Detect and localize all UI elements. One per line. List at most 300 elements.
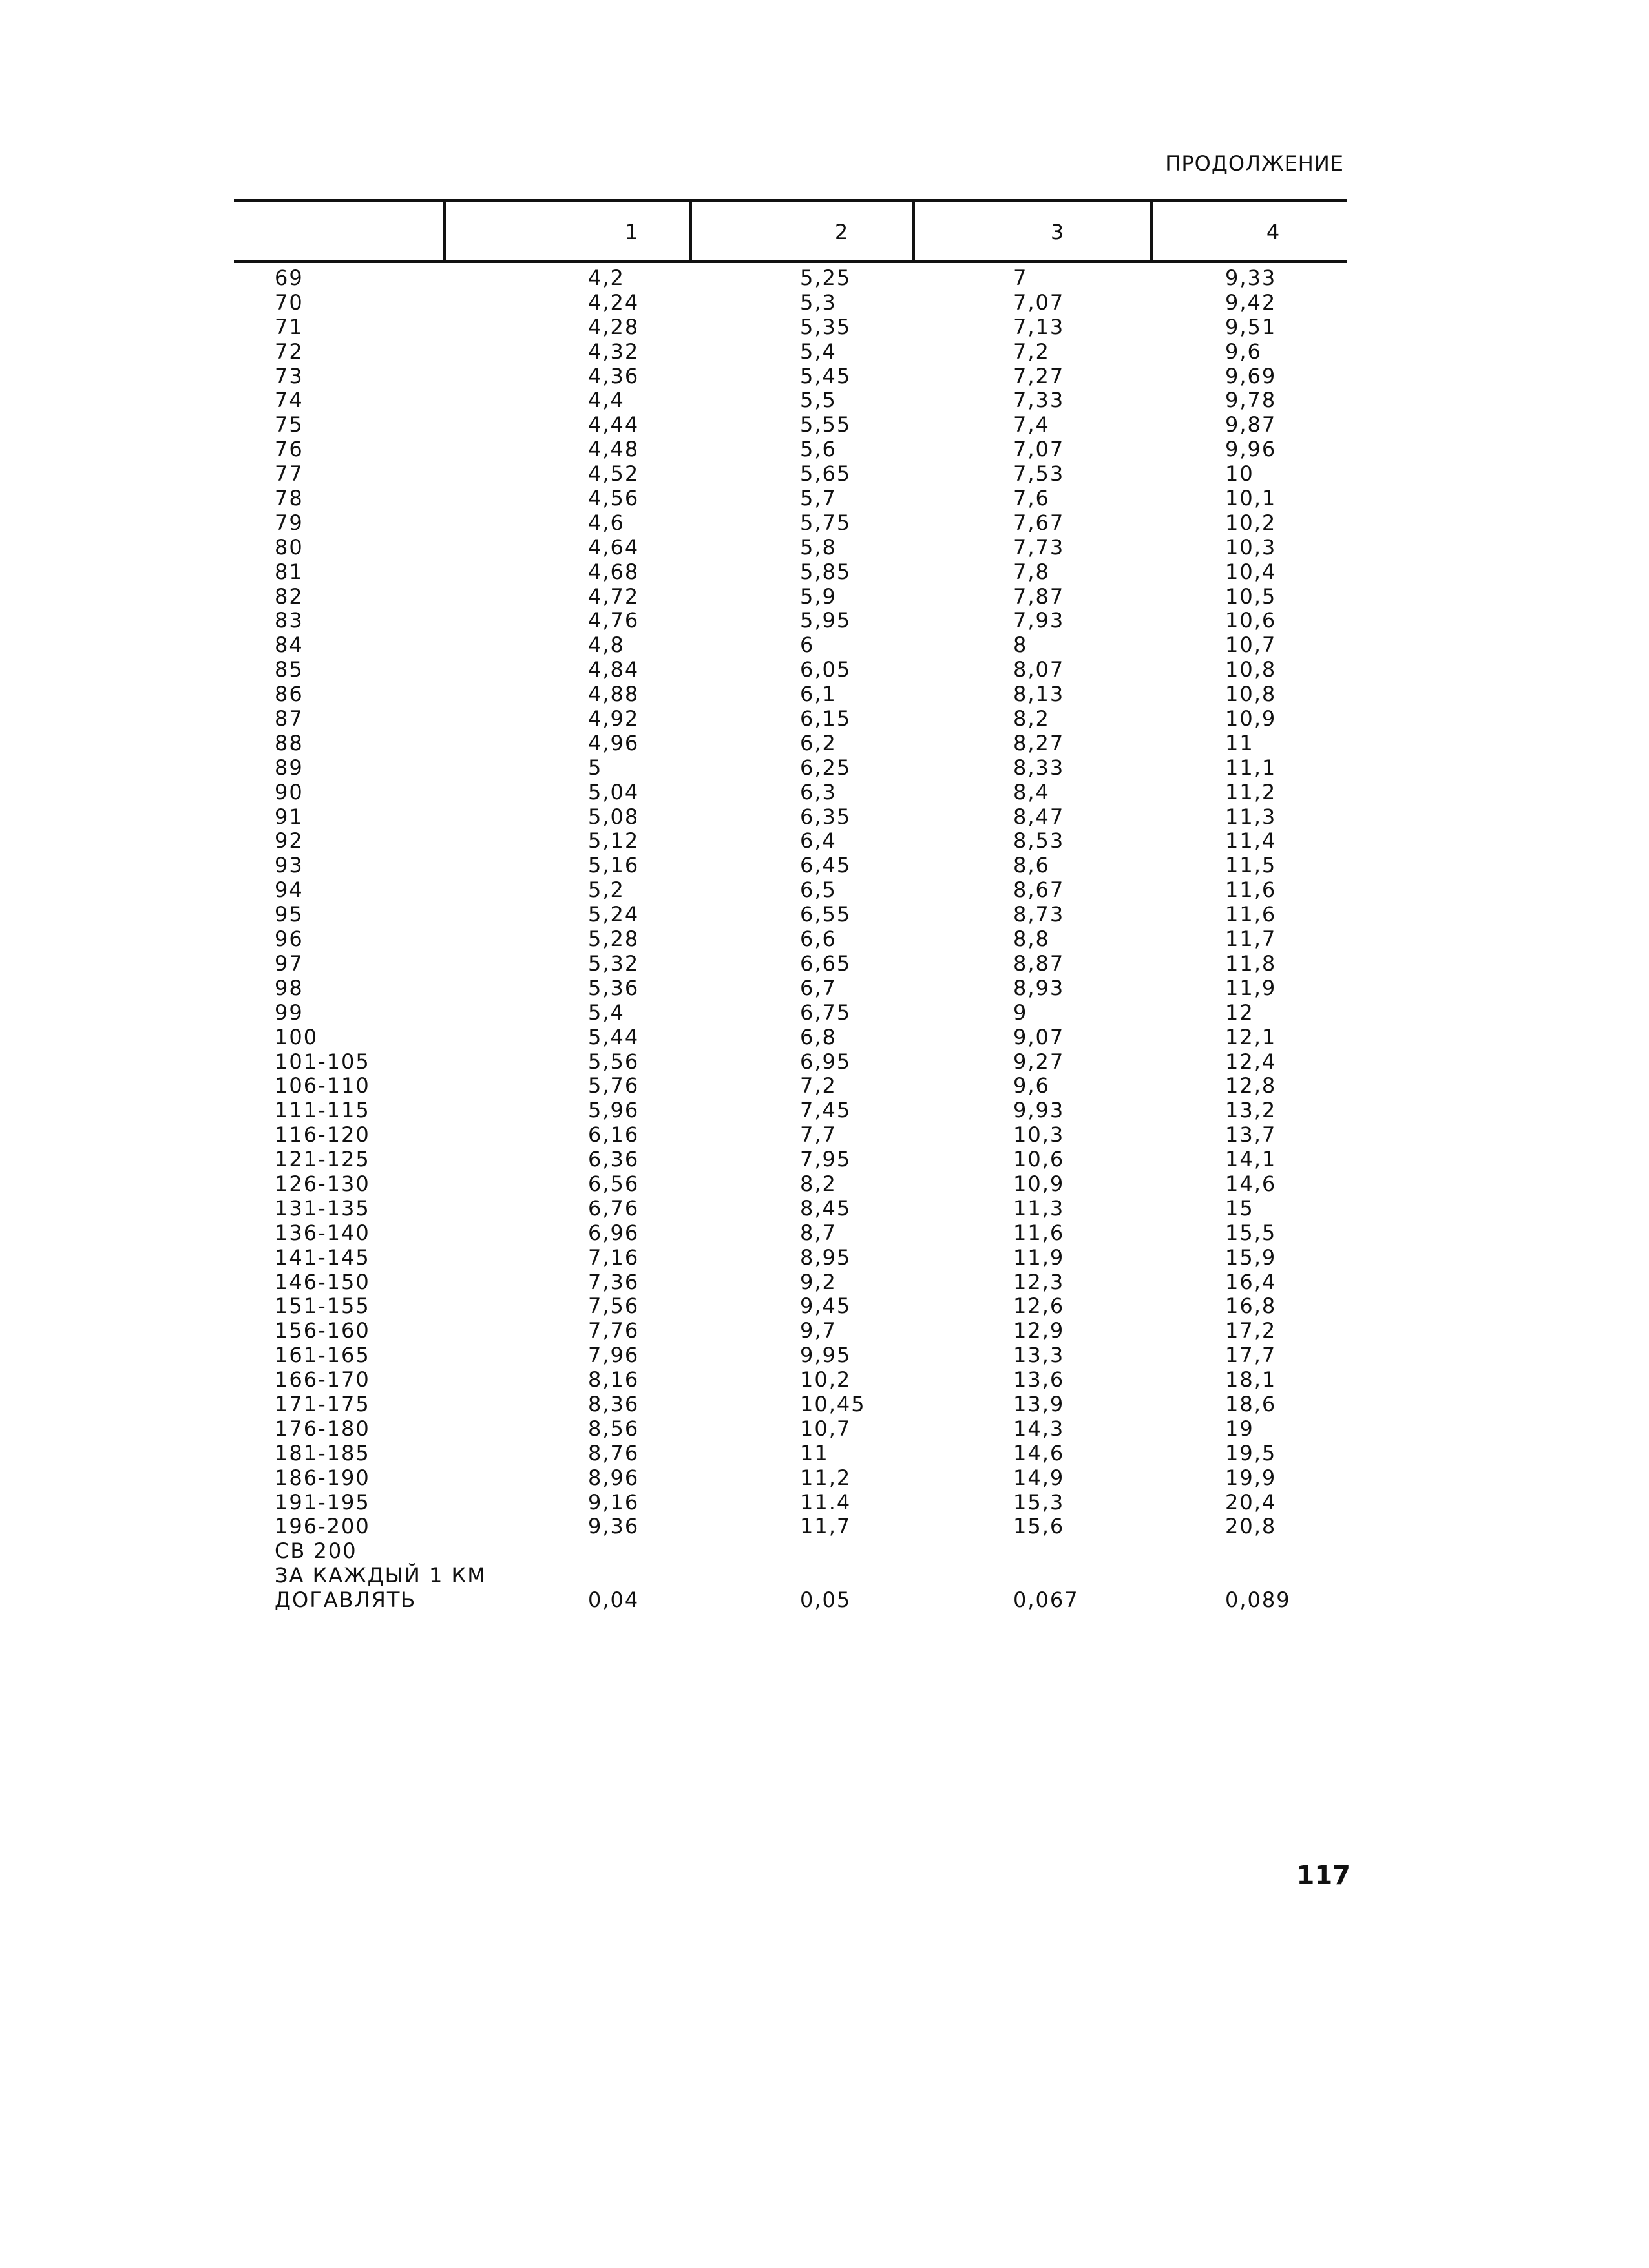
table-cell: 5,25 bbox=[800, 266, 852, 290]
table-row bbox=[0, 633, 1649, 658]
table-cell: 6,95 bbox=[800, 1049, 852, 1074]
table-cell: 9,6 bbox=[1225, 339, 1262, 364]
table-cell: 5,3 bbox=[800, 289, 837, 315]
table-cell: 4,36 bbox=[588, 363, 640, 388]
row-label: СВ 200 bbox=[275, 1538, 357, 1564]
table-cell: 4,44 bbox=[588, 412, 640, 437]
table-row bbox=[0, 1319, 1649, 1343]
table-cell: 15,6 bbox=[1013, 1514, 1065, 1539]
table-cell: 7,2 bbox=[800, 1073, 837, 1098]
table-cell: 7,8 bbox=[1013, 559, 1050, 584]
table-cell: 9,36 bbox=[588, 1514, 640, 1539]
table-cell: 9,87 bbox=[1225, 412, 1277, 437]
table-cell: 9,7 bbox=[800, 1318, 837, 1343]
column-header-4: 4 bbox=[1266, 220, 1280, 244]
table-cell: 7,4 bbox=[1013, 412, 1050, 437]
row-label: 126-130 bbox=[275, 1171, 370, 1196]
table-cell: 6,75 bbox=[800, 1000, 852, 1025]
table-row bbox=[0, 1588, 1649, 1613]
table-cell: 9,6 bbox=[1013, 1073, 1050, 1098]
table-cell: 15,9 bbox=[1225, 1244, 1277, 1270]
table-row bbox=[0, 413, 1649, 437]
table-cell: 12 bbox=[1225, 1000, 1254, 1025]
table-header-rule bbox=[234, 260, 1347, 263]
table-cell: 13,2 bbox=[1225, 1098, 1277, 1123]
table-cell: 5,45 bbox=[800, 363, 852, 388]
row-label: 151-155 bbox=[275, 1294, 370, 1319]
table-cell: 5,55 bbox=[800, 412, 852, 437]
table-row bbox=[0, 829, 1649, 854]
table-cell: 8,56 bbox=[588, 1416, 640, 1441]
table-cell: 19,5 bbox=[1225, 1440, 1277, 1465]
table-cell: 13,6 bbox=[1013, 1367, 1065, 1392]
table-cell: 7,73 bbox=[1013, 534, 1065, 560]
table-cell: 14,9 bbox=[1013, 1465, 1065, 1490]
table-cell: 7,33 bbox=[1013, 388, 1065, 413]
table-cell: 8,67 bbox=[1013, 877, 1065, 903]
table-cell: 6,15 bbox=[800, 706, 852, 731]
table-cell: 4,88 bbox=[588, 682, 640, 707]
table-cell: 8,73 bbox=[1013, 902, 1065, 927]
table-cell: 5,12 bbox=[588, 828, 640, 854]
table-cell: 8,33 bbox=[1013, 755, 1065, 780]
table-cell: 7,87 bbox=[1013, 583, 1065, 609]
table-cell: 4,84 bbox=[588, 657, 640, 682]
table-cell: 11,9 bbox=[1013, 1244, 1065, 1270]
table-cell: 7,67 bbox=[1013, 510, 1065, 535]
table-cell: 10,7 bbox=[800, 1416, 852, 1441]
table-cell: 5,6 bbox=[800, 437, 837, 462]
row-label: 81 bbox=[275, 559, 304, 584]
table-row bbox=[0, 1564, 1649, 1588]
table-cell: 4,24 bbox=[588, 289, 640, 315]
column-divider bbox=[689, 199, 692, 262]
table-cell: 10 bbox=[1225, 461, 1254, 487]
table-row bbox=[0, 1343, 1649, 1368]
table-row bbox=[0, 388, 1649, 413]
table-cell: 4,68 bbox=[588, 559, 640, 584]
table-cell: 10,45 bbox=[800, 1391, 866, 1416]
row-label: 80 bbox=[275, 534, 304, 560]
row-label: 100 bbox=[275, 1024, 319, 1049]
table-row bbox=[0, 781, 1649, 805]
row-label: 161-165 bbox=[275, 1343, 370, 1368]
table-cell: 4,56 bbox=[588, 486, 640, 511]
table-cell: 6,16 bbox=[588, 1122, 640, 1148]
table-row bbox=[0, 1539, 1649, 1564]
table-cell: 5,75 bbox=[800, 510, 852, 535]
table-cell: 10,6 bbox=[1225, 608, 1277, 633]
column-divider bbox=[1150, 199, 1153, 262]
table-cell: 16,8 bbox=[1225, 1294, 1277, 1319]
table-cell: 5,65 bbox=[800, 461, 852, 487]
row-label: 69 bbox=[275, 266, 304, 290]
table-row bbox=[0, 487, 1649, 511]
row-label: 181-185 bbox=[275, 1440, 370, 1465]
table-cell: 11,3 bbox=[1013, 1195, 1065, 1221]
table-cell: 8,4 bbox=[1013, 779, 1050, 804]
column-divider bbox=[912, 199, 915, 262]
row-label: 146-150 bbox=[275, 1269, 370, 1294]
table-row bbox=[0, 511, 1649, 536]
table-row bbox=[0, 707, 1649, 731]
table-row bbox=[0, 1294, 1649, 1319]
table-cell: 4,2 bbox=[588, 266, 625, 290]
table-row bbox=[0, 266, 1649, 291]
table-cell: 14,6 bbox=[1013, 1440, 1065, 1465]
table-cell: 17,7 bbox=[1225, 1343, 1277, 1368]
table-cell: 11 bbox=[800, 1440, 829, 1465]
table-cell: 8,93 bbox=[1013, 975, 1065, 1000]
row-label: 77 bbox=[275, 461, 304, 487]
table-cell: 5,4 bbox=[588, 1000, 625, 1025]
table-row bbox=[0, 1050, 1649, 1075]
column-header-3: 3 bbox=[1050, 220, 1064, 244]
table-cell: 8,27 bbox=[1013, 730, 1065, 755]
table-cell: 6,6 bbox=[800, 927, 837, 952]
table-cell: 20,8 bbox=[1225, 1514, 1277, 1539]
table-cell: 8,76 bbox=[588, 1440, 640, 1465]
table-cell: 8 bbox=[1013, 633, 1028, 658]
table-cell: 7,2 bbox=[1013, 339, 1050, 364]
table-cell: 6,7 bbox=[800, 975, 837, 1000]
row-label: 92 bbox=[275, 828, 304, 854]
table-cell: 10,8 bbox=[1225, 682, 1277, 707]
row-label: 196-200 bbox=[275, 1514, 370, 1539]
row-label: 72 bbox=[275, 339, 304, 364]
row-label: 156-160 bbox=[275, 1318, 370, 1343]
table-cell: 6,05 bbox=[800, 657, 852, 682]
table-cell: 19,9 bbox=[1225, 1465, 1277, 1490]
table-cell: 5,8 bbox=[800, 534, 837, 560]
table-cell: 0,067 bbox=[1013, 1588, 1079, 1613]
table-row bbox=[0, 1148, 1649, 1172]
table-body bbox=[0, 266, 1649, 1613]
row-label: 88 bbox=[275, 730, 304, 755]
table-cell: 11,6 bbox=[1013, 1220, 1065, 1245]
table-cell: 6,2 bbox=[800, 730, 837, 755]
table-cell: 7,96 bbox=[588, 1343, 640, 1368]
table-cell: 10,8 bbox=[1225, 657, 1277, 682]
table-cell: 9,16 bbox=[588, 1489, 640, 1515]
row-label: 76 bbox=[275, 437, 304, 462]
table-cell: 16,4 bbox=[1225, 1269, 1277, 1294]
table-row bbox=[0, 952, 1649, 976]
row-label: 98 bbox=[275, 975, 304, 1000]
table-row bbox=[0, 291, 1649, 315]
table-cell: 10,9 bbox=[1013, 1171, 1065, 1196]
table-cell: 6,4 bbox=[800, 828, 837, 854]
row-label: 171-175 bbox=[275, 1391, 370, 1416]
table-cell: 11,2 bbox=[800, 1465, 852, 1490]
table-cell: 14,3 bbox=[1013, 1416, 1065, 1441]
table-cell: 10,2 bbox=[1225, 510, 1277, 535]
table-row bbox=[0, 315, 1649, 340]
table-row bbox=[0, 1466, 1649, 1491]
table-row bbox=[0, 1001, 1649, 1025]
table-row bbox=[0, 1270, 1649, 1295]
table-row bbox=[0, 437, 1649, 462]
table-cell: 9,69 bbox=[1225, 363, 1277, 388]
table-cell: 20,4 bbox=[1225, 1489, 1277, 1515]
table-cell: 12,1 bbox=[1225, 1024, 1277, 1049]
table-cell: 9,07 bbox=[1013, 1024, 1065, 1049]
row-label: 90 bbox=[275, 779, 304, 804]
table-cell: 6 bbox=[800, 633, 815, 658]
table-row bbox=[0, 805, 1649, 830]
table-cell: 7,36 bbox=[588, 1269, 640, 1294]
table-cell: 8,2 bbox=[1013, 706, 1050, 731]
table-cell: 6,56 bbox=[588, 1171, 640, 1196]
table-cell: 11,1 bbox=[1225, 755, 1277, 780]
row-label: 101-105 bbox=[275, 1049, 370, 1074]
table-row bbox=[0, 1515, 1649, 1539]
table-cell: 8,7 bbox=[800, 1220, 837, 1245]
table-cell: 6,25 bbox=[800, 755, 852, 780]
row-label: ЗА КАЖДЫЙ 1 КМ bbox=[275, 1563, 487, 1588]
table-cell: 5,7 bbox=[800, 486, 837, 511]
row-label: 85 bbox=[275, 657, 304, 682]
row-label: 96 bbox=[275, 927, 304, 952]
table-cell: 7,95 bbox=[800, 1147, 852, 1172]
table-cell: 8,07 bbox=[1013, 657, 1065, 682]
table-cell: 5,56 bbox=[588, 1049, 640, 1074]
table-cell: 11,6 bbox=[1225, 877, 1277, 903]
row-label: 116-120 bbox=[275, 1122, 370, 1148]
page-number: 117 bbox=[1296, 1861, 1350, 1891]
table-row bbox=[0, 1197, 1649, 1221]
table-cell: 8,87 bbox=[1013, 950, 1065, 976]
table-row bbox=[0, 854, 1649, 878]
row-label: 166-170 bbox=[275, 1367, 370, 1392]
table-cell: 8,47 bbox=[1013, 804, 1065, 829]
table-cell: 8,95 bbox=[800, 1244, 852, 1270]
row-label: 82 bbox=[275, 583, 304, 609]
table-cell: 7,53 bbox=[1013, 461, 1065, 487]
table-row bbox=[0, 1442, 1649, 1466]
table-cell: 18,1 bbox=[1225, 1367, 1277, 1392]
row-label: 94 bbox=[275, 877, 304, 903]
table-cell: 7,13 bbox=[1013, 314, 1065, 339]
row-label: 106-110 bbox=[275, 1073, 370, 1098]
row-label: ДОГАВЛЯТЬ bbox=[275, 1588, 417, 1613]
row-label: 75 bbox=[275, 412, 304, 437]
row-label: 131-135 bbox=[275, 1195, 370, 1221]
row-label: 83 bbox=[275, 608, 304, 633]
table-cell: 5,24 bbox=[588, 902, 640, 927]
table-cell: 7,6 bbox=[1013, 486, 1050, 511]
table-row bbox=[0, 1221, 1649, 1246]
table-cell: 4,64 bbox=[588, 534, 640, 560]
table-cell: 9,96 bbox=[1225, 437, 1277, 462]
table-cell: 6,1 bbox=[800, 682, 837, 707]
table-cell: 9,42 bbox=[1225, 289, 1277, 315]
table-row bbox=[0, 1392, 1649, 1417]
table-cell: 7,16 bbox=[588, 1244, 640, 1270]
table-cell: 17,2 bbox=[1225, 1318, 1277, 1343]
table-cell: 4,32 bbox=[588, 339, 640, 364]
table-cell: 12,8 bbox=[1225, 1073, 1277, 1098]
table-cell: 5,96 bbox=[588, 1098, 640, 1123]
table-cell: 8,2 bbox=[800, 1171, 837, 1196]
table-cell: 15,3 bbox=[1013, 1489, 1065, 1515]
table-cell: 10,7 bbox=[1225, 633, 1277, 658]
table-cell: 10,6 bbox=[1013, 1147, 1065, 1172]
row-label: 79 bbox=[275, 510, 304, 535]
table-cell: 11.4 bbox=[800, 1489, 852, 1515]
row-label: 93 bbox=[275, 853, 304, 878]
table-row bbox=[0, 1368, 1649, 1392]
table-cell: 0,04 bbox=[588, 1588, 640, 1613]
table-cell: 5,28 bbox=[588, 927, 640, 952]
table-cell: 13,3 bbox=[1013, 1343, 1065, 1368]
table-cell: 15 bbox=[1225, 1195, 1254, 1221]
table-cell: 5,85 bbox=[800, 559, 852, 584]
table-cell: 7,07 bbox=[1013, 437, 1065, 462]
row-label: 95 bbox=[275, 902, 304, 927]
table-cell: 15,5 bbox=[1225, 1220, 1277, 1245]
table-cell: 5,5 bbox=[800, 388, 837, 413]
table-cell: 9,27 bbox=[1013, 1049, 1065, 1074]
table-row bbox=[0, 658, 1649, 682]
table-row bbox=[0, 560, 1649, 585]
table-row bbox=[0, 1098, 1649, 1123]
row-label: 191-195 bbox=[275, 1489, 370, 1515]
table-cell: 8,36 bbox=[588, 1391, 640, 1416]
table-cell: 7 bbox=[1013, 266, 1028, 290]
table-cell: 8,13 bbox=[1013, 682, 1065, 707]
row-label: 78 bbox=[275, 486, 304, 511]
table-row bbox=[0, 731, 1649, 756]
row-label: 70 bbox=[275, 289, 304, 315]
table-row bbox=[0, 976, 1649, 1001]
continued-label: ПРОДОЛЖЕНИЕ bbox=[1165, 151, 1344, 176]
table-cell: 0,089 bbox=[1225, 1588, 1291, 1613]
row-label: 136-140 bbox=[275, 1220, 370, 1245]
table-cell: 12,4 bbox=[1225, 1049, 1277, 1074]
table-cell: 5,35 bbox=[800, 314, 852, 339]
table-cell: 4,52 bbox=[588, 461, 640, 487]
table-cell: 6,35 bbox=[800, 804, 852, 829]
table-cell: 5,95 bbox=[800, 608, 852, 633]
table-row bbox=[0, 462, 1649, 487]
table-row bbox=[0, 682, 1649, 707]
table-cell: 7,93 bbox=[1013, 608, 1065, 633]
table-cell: 6,55 bbox=[800, 902, 852, 927]
table-row bbox=[0, 1417, 1649, 1442]
table-cell: 11,4 bbox=[1225, 828, 1277, 854]
table-cell: 6,96 bbox=[588, 1220, 640, 1245]
table-cell: 14,1 bbox=[1225, 1147, 1277, 1172]
table-cell: 6,76 bbox=[588, 1195, 640, 1221]
table-cell: 6,45 bbox=[800, 853, 852, 878]
table-cell: 6,8 bbox=[800, 1024, 837, 1049]
row-label: 97 bbox=[275, 950, 304, 976]
table-cell: 11,6 bbox=[1225, 902, 1277, 927]
row-label: 87 bbox=[275, 706, 304, 731]
table-cell: 12,6 bbox=[1013, 1294, 1065, 1319]
table-cell: 8,8 bbox=[1013, 927, 1050, 952]
table-cell: 5,32 bbox=[588, 950, 640, 976]
table-row bbox=[0, 1246, 1649, 1270]
table-row bbox=[0, 1074, 1649, 1098]
table-cell: 7,45 bbox=[800, 1098, 852, 1123]
table-cell: 13,7 bbox=[1225, 1122, 1277, 1148]
table-cell: 11,9 bbox=[1225, 975, 1277, 1000]
table-row bbox=[0, 340, 1649, 364]
table-cell: 4,96 bbox=[588, 730, 640, 755]
table-cell: 7,07 bbox=[1013, 289, 1065, 315]
table-cell: 10,3 bbox=[1225, 534, 1277, 560]
table-cell: 4,72 bbox=[588, 583, 640, 609]
table-row bbox=[0, 1025, 1649, 1050]
table-cell: 8,16 bbox=[588, 1367, 640, 1392]
table-cell: 8,53 bbox=[1013, 828, 1065, 854]
table-cell: 7,56 bbox=[588, 1294, 640, 1319]
row-label: 176-180 bbox=[275, 1416, 370, 1441]
table-cell: 11,7 bbox=[1225, 927, 1277, 952]
table-cell: 11,5 bbox=[1225, 853, 1277, 878]
table-cell: 10,1 bbox=[1225, 486, 1277, 511]
table-cell: 4,76 bbox=[588, 608, 640, 633]
table-cell: 11,8 bbox=[1225, 950, 1277, 976]
row-label: 84 bbox=[275, 633, 304, 658]
column-divider bbox=[443, 199, 446, 262]
column-header-2: 2 bbox=[834, 220, 848, 244]
table-cell: 5,2 bbox=[588, 877, 625, 903]
row-label: 111-115 bbox=[275, 1098, 370, 1123]
table-cell: 11,2 bbox=[1225, 779, 1277, 804]
table-cell: 19 bbox=[1225, 1416, 1254, 1441]
table-cell: 9,2 bbox=[800, 1269, 837, 1294]
table-cell: 9,51 bbox=[1225, 314, 1277, 339]
table-cell: 11,3 bbox=[1225, 804, 1277, 829]
table-cell: 9,95 bbox=[800, 1343, 852, 1368]
table-cell: 5,44 bbox=[588, 1024, 640, 1049]
table-cell: 4,6 bbox=[588, 510, 625, 535]
table-cell: 4,8 bbox=[588, 633, 625, 658]
table-row bbox=[0, 756, 1649, 781]
row-label: 91 bbox=[275, 804, 304, 829]
table-cell: 13,9 bbox=[1013, 1391, 1065, 1416]
table-cell: 0,05 bbox=[800, 1588, 852, 1613]
table-cell: 11,7 bbox=[800, 1514, 852, 1539]
table-cell: 8,45 bbox=[800, 1195, 852, 1221]
table-row bbox=[0, 878, 1649, 903]
table-cell: 7,76 bbox=[588, 1318, 640, 1343]
table-cell: 5,4 bbox=[800, 339, 837, 364]
table-row bbox=[0, 1172, 1649, 1197]
table-cell: 5,36 bbox=[588, 975, 640, 1000]
table-cell: 5,16 bbox=[588, 853, 640, 878]
table-cell: 5,76 bbox=[588, 1073, 640, 1098]
table-cell: 12,9 bbox=[1013, 1318, 1065, 1343]
row-label: 99 bbox=[275, 1000, 304, 1025]
table-cell: 10,9 bbox=[1225, 706, 1277, 731]
table-cell: 5,9 bbox=[800, 583, 837, 609]
table-cell: 7,27 bbox=[1013, 363, 1065, 388]
table-cell: 9,93 bbox=[1013, 1098, 1065, 1123]
table-cell: 9 bbox=[1013, 1000, 1028, 1025]
row-label: 89 bbox=[275, 755, 304, 780]
table-row bbox=[0, 609, 1649, 633]
table-cell: 7,7 bbox=[800, 1122, 837, 1148]
table-cell: 8,96 bbox=[588, 1465, 640, 1490]
table-cell: 8,6 bbox=[1013, 853, 1050, 878]
table-cell: 5,08 bbox=[588, 804, 640, 829]
table-row bbox=[0, 1491, 1649, 1515]
row-label: 121-125 bbox=[275, 1147, 370, 1172]
